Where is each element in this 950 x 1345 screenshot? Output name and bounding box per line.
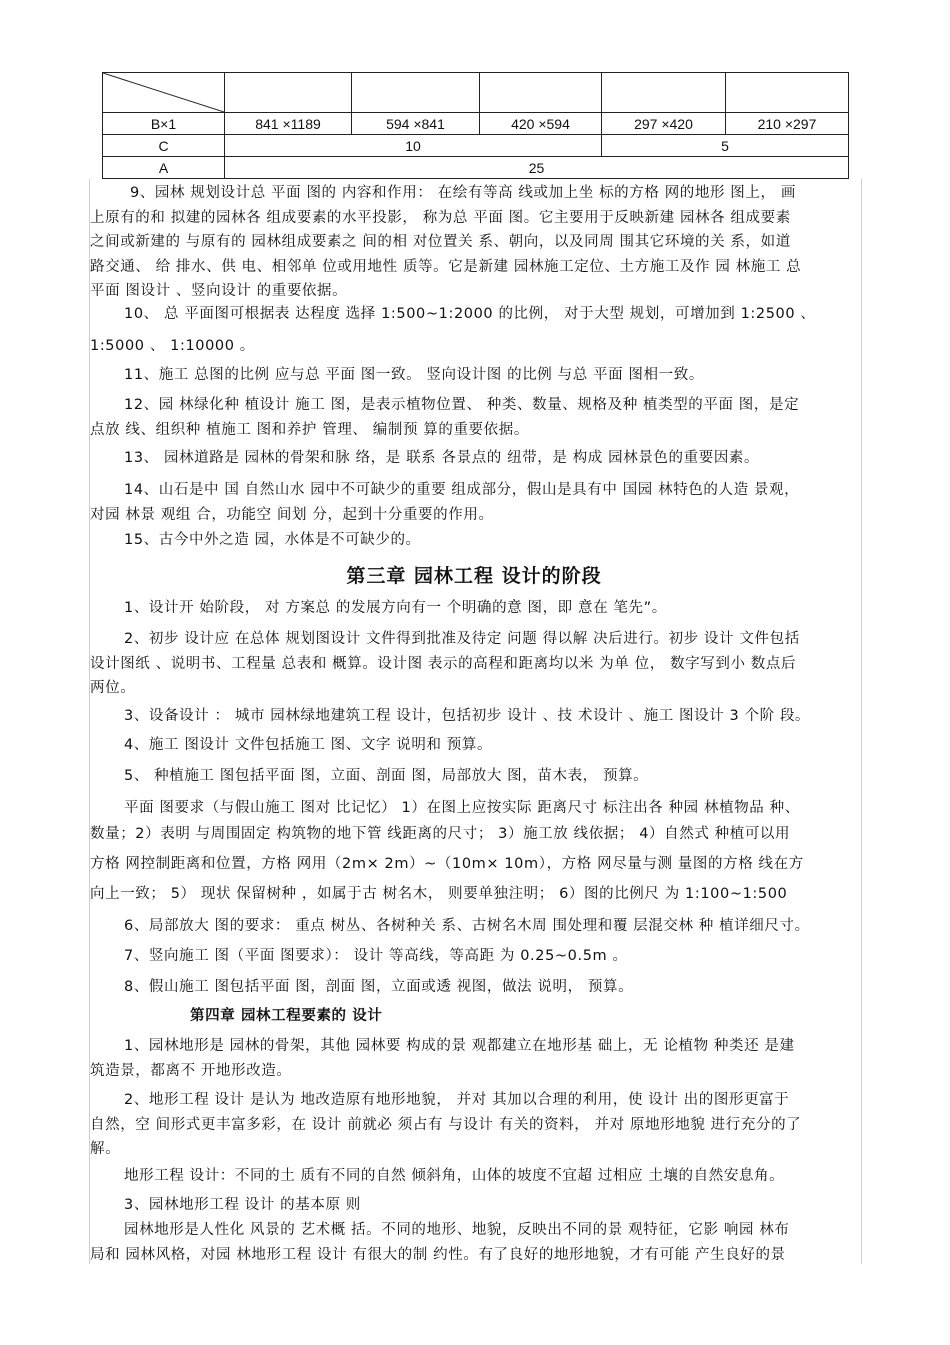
paragraph-line: 地形工程 设计：不同的土 质有不同的自然 倾斜角，山体的坡度不宜超 过相应 土壤的自然安息角。 (124, 1168, 785, 1184)
paragraph-line: 4、施工 图设计 文件包括施工 图、文字 说明和 预算。 (124, 737, 493, 753)
paragraph-line: 平面 图设计 、竖向设计 的重要依据。 (90, 283, 348, 299)
paragraph-line: 12、园 林绿化种 植设计 施工 图，是表示植物位置、 种类、数量、规格及种 植类型的平面 图，是定 (124, 397, 800, 413)
paragraph-line: 园林地形是人性化 风景的 艺术概 括。不同的地形、地貌，反映出不同的景 观特征，它影 响园 林布 (124, 1222, 790, 1238)
table-row-bx1 (103, 113, 849, 135)
table-cell (602, 73, 726, 113)
paragraph-line: 1、设计开 始阶段， 对 方案总 的发展方向有一 个明确的意 图，即 意在 笔先”。 (124, 600, 667, 616)
table-cell: 297 ×420 (602, 113, 726, 135)
paragraph-line: 平面 图要求（与假山施工 图对 比记忆） 1）在图上应按实际 距离尺寸 标注出各 种园 林植物品 种、 (124, 800, 800, 816)
paragraph-line: 5、 种植施工 图包括平面 图，立面、剖面 图，局部放大 图，苗木表， 预算。 (124, 768, 649, 784)
paragraph-line: 15、古今中外之造 园，水体是不可缺少的。 (124, 532, 421, 548)
paragraph-line: 3、园林地形工程 设计 的基本原 则 (124, 1197, 361, 1213)
table-row-a (103, 157, 849, 179)
paragraph-line: 向上一致； 5） 现状 保留树种 ，如属于古 树名木， 则要单独注明； 6）图的比例尺 为 1:100~1:500 (90, 886, 788, 902)
table-cell: 594 ×841 (352, 113, 480, 135)
row-label: B×1 (103, 113, 225, 135)
paragraph-line: 点放 线、组织种 植施工 图和养护 管理、 编制预 算的重要依据。 (90, 422, 529, 438)
paragraph-line: 2、地形工程 设计 是认为 地改造原有地形地貌， 并对 其加以合理的利用，使 设计 出的图形更富于 (124, 1092, 790, 1108)
table-cell (352, 73, 480, 113)
paragraph-line: 1、园林地形是 园林的骨架，其他 园林要 构成的景 观都建立在地形基 础上，无 论植物 种类还 是建 (124, 1038, 795, 1054)
table-cell: 210 ×297 (726, 113, 849, 135)
table-cell: 5 (602, 135, 849, 157)
paragraph-line: 1:5000 、 1:10000 。 (90, 338, 255, 354)
table-cell: 841 ×1189 (225, 113, 352, 135)
paragraph-line: 14、山石是中 国 自然山水 园中不可缺少的重要 组成部分，假山是具有中 国园 林特色的人造 景观， (124, 482, 800, 498)
paragraph-line: 数量；2）表明 与周围固定 构筑物的地下管 线距离的尺寸； 3）施工放 线依据； 4）自然式 种植可以用 (90, 826, 791, 842)
paragraph-line: 路交通、 给 排水、供 电、相邻单 位或用地性 质等。它是新建 园林施工定位、土方施工及作 园 林施工 总 (90, 258, 802, 275)
paper-size-table (102, 72, 849, 179)
table-cell (726, 73, 849, 113)
paragraph-line: 8、假山施工 图包括平面 图，剖面 图，立面或透 视图，做法 说明， 预算。 (124, 979, 634, 995)
paragraph-line: 局和 园林风格，对园 林地形工程 设计 有很大的制 约性。有了良好的地形地貌，才有可能 产生良好的景 (90, 1246, 786, 1263)
table-cell: 10 (225, 135, 602, 157)
chapter-3-title: 第三章 园林工程 设计的阶段 (346, 565, 602, 587)
table-row-c (103, 135, 849, 157)
table-cell: 420 ×594 (480, 113, 602, 135)
paragraph-line: 设计图纸 、说明书、工程量 总表和 概算。设计图 表示的高程和距离均以米 为单 位， 数字写到小 数点后 (90, 655, 797, 672)
paragraph-line: 13、 园林道路是 园林的骨架和脉 络，是 联系 各景点的 纽带，是 构成 园林景色的重要因素。 (124, 450, 760, 466)
table-cell (480, 73, 602, 113)
paragraph-line: 两位。 (90, 680, 136, 696)
paragraph-line: 9、园林 规划设计总 平面 图的 内容和作用： 在绘有等高 线或加上坐 标的方格 网的地形 图上， 画 (130, 185, 796, 201)
paragraph-line: 10、 总 平面图可根据表 达程度 选择 1:500~1:2000 的比例， 对于大型 规划，可增加到 1:2500 、 (124, 306, 816, 322)
paragraph-line: 上原有的和 拟建的园林各 组成要素的水平投影， 称为总 平面 图。它主要用于反映新建 园林各 组成要素 (90, 209, 791, 226)
row-label: A (103, 157, 225, 179)
paragraph-line: 3、设备设计 ： 城市 园林绿地建筑工程 设计，包括初步 设计 、技 术设计 、施工 图设计 3 个阶 段。 (124, 708, 811, 724)
paragraph-line: 6、局部放大 图的要求： 重点 树丛、各树种关 系、古树名木周 围处理和覆 层混交林 种 植详细尺寸。 (124, 918, 810, 934)
paragraph-line: 7、竖向施工 图（平面 图要求）： 设计 等高线，等高距 为 0.25~0.5m 。 (124, 948, 628, 964)
paragraph-line: 解。 (90, 1141, 121, 1157)
paragraph-line: 自然，空 间形式更丰富多彩，在 设计 前就必 须占有 与设计 有关的资料， 并对 原地形地貌 进行充分的了 (90, 1116, 802, 1133)
row-label: C (103, 135, 225, 157)
paragraph-line: 筑造景，都离不 开地形改造。 (90, 1063, 292, 1079)
chapter-4-title: 第四章 园林工程要素的 设计 (190, 1008, 383, 1024)
table-cell: 25 (225, 157, 849, 179)
diagonal-header-cell (103, 73, 225, 113)
paragraph-line: 11、施工 总图的比例 应与总 平面 图一致。 竖向设计图 的比例 与总 平面 图相一致。 (124, 367, 704, 383)
paragraph-line: 之间或新建的 与原有的 园林组成要素之 间的相 对位置关 系、朝向，以及同周 围其它环境的关 系，如道 (90, 234, 791, 250)
table-header-row (103, 73, 849, 113)
paragraph-line: 对园 林景 观组 合，功能空 间划 分，起到十分重要的作用。 (90, 506, 494, 523)
table-cell (225, 73, 352, 113)
paragraph-line: 方格 网控制距离和位置，方格 网用（2m× 2m）~（10m× 10m），方格 网尽量与测 量图的方格 线在方 (90, 856, 804, 872)
paragraph-line: 2、初步 设计应 在总体 规划图设计 文件得到批准及待定 问题 得以解 决后进行。初步 设计 文件包括 (124, 631, 800, 647)
